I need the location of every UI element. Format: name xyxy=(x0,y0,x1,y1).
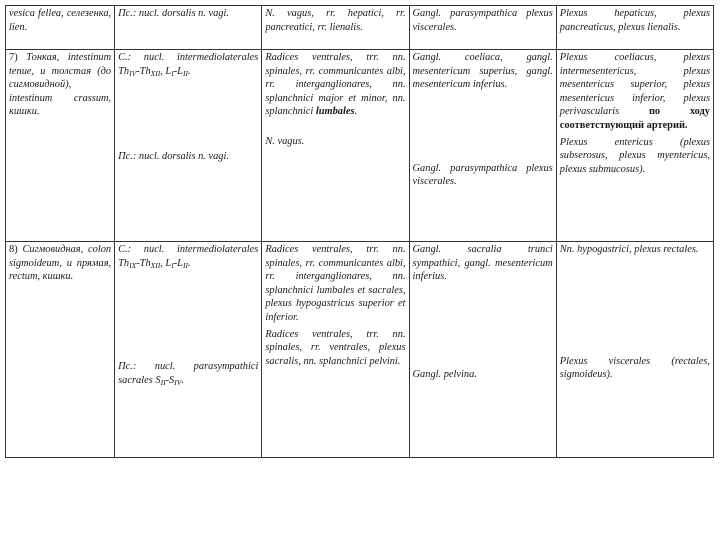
subscript: XII xyxy=(150,68,161,78)
fibers-bold: lumbales xyxy=(315,106,355,118)
spacer xyxy=(560,257,710,355)
plexus-cell xyxy=(556,6,713,50)
parasympathetic-segment-text: Пс.: nucl. dorsalis n. vagi. xyxy=(118,151,229,163)
plexus-cell xyxy=(556,50,713,242)
sympathetic-fibers-text: Radices ventrales, trr. nn. spinales, rr. communicantes albi, rr. interganglionares, nn. splanchnici lumbales et sacrales, plexus hypogastricus superior et inferior. xyxy=(265,244,406,323)
organ-cell xyxy=(6,242,115,458)
parasympathetic-ganglia-text: Gangl. pelvina. xyxy=(412,368,477,380)
sympathetic-ganglia-text: Gangl. coeliaca, gangl. mesentericum superius, gangl. mesentericum inferius. xyxy=(412,52,553,91)
segment-cell xyxy=(115,50,262,242)
segment-end: . xyxy=(181,374,184,386)
subscript: IV xyxy=(129,68,137,78)
organ-cell xyxy=(6,6,115,50)
segment-mid: -S xyxy=(165,374,175,386)
parasympathetic-segment-text xyxy=(118,360,258,389)
sympathetic-ganglia-text: Gangl. sacralia trunci sympathici, gangl. mesentericum inferius. xyxy=(412,244,553,283)
ganglia-cell xyxy=(409,6,556,50)
sympathetic-segment-text xyxy=(118,243,258,272)
sympathetic-segment-text xyxy=(118,51,258,80)
subscript: I xyxy=(171,260,174,270)
segment-mid: -L xyxy=(173,65,183,77)
spacer xyxy=(413,92,553,162)
organ-number: 8) xyxy=(9,244,18,255)
segment-mid: , L xyxy=(160,65,172,77)
ganglia-cell xyxy=(409,50,556,242)
table-row xyxy=(6,50,714,242)
subscript: II xyxy=(160,377,166,387)
fibers-end: . xyxy=(354,106,358,118)
sympathetic-plexus-text xyxy=(560,51,710,133)
organ-text: Тонкая, intestinum tenue, и толстая (до сигмовидной), intestinum crassum, кишки. xyxy=(9,52,112,118)
fibers-text: N. vagus, rr. hepatici, rr. pancreatici, rr. lienalis. xyxy=(265,8,406,33)
innervation-table xyxy=(5,5,714,458)
ganglia-cell xyxy=(409,242,556,458)
subscript: IV xyxy=(174,377,182,387)
parasympathetic-ganglia-text: Gangl. parasympathica plexus viscerales. xyxy=(412,162,553,188)
organ-number: 7) xyxy=(9,52,18,63)
fibers-cell xyxy=(262,50,409,242)
spacer xyxy=(413,284,553,368)
organ-text: Сигмовидная, colon sigmoideum, и прямая, rectum, кишки. xyxy=(9,244,112,283)
segment-prefix: С.: nucl. intermediolaterales Th xyxy=(118,52,259,77)
spacer xyxy=(118,272,258,360)
subscript: IX xyxy=(129,260,137,270)
table-row xyxy=(6,6,714,50)
ganglia-text: Gangl. parasympathica plexus viscerales. xyxy=(412,8,553,33)
segment-end: . xyxy=(187,65,191,77)
parasympathetic-fibers-text: Radices ventrales, trr. nn. spinales, rr. ventrales, plexus sacralis, nn. splanchnici pelvini. xyxy=(265,328,406,367)
plexus-main: Plexus coeliacus, plexus intermesentericus, plexus mesentericus superior, plexus mesentericus inferior, plexus perivascularis xyxy=(559,52,710,118)
sympathetic-fibers-text xyxy=(265,51,405,119)
segment-cell xyxy=(115,242,262,458)
fibers-main: Radices ventrales, trr. nn. spinales, rr. communicantes albi, rr. interganglionares, nn. splanchnici major et minor, nn. splanchnici xyxy=(265,52,406,118)
parasympathetic-plexus-text: Plexus entericus (plexus subserosus, plexus myentericus, plexus submucosus). xyxy=(559,136,710,175)
organ-text: vesica fellea, селезенка, lien. xyxy=(9,8,112,33)
subscript: XII xyxy=(150,260,161,270)
segment-prefix: С.: nucl. intermediolaterales Th xyxy=(118,244,259,269)
segment-prefix: Пс.: nucl. parasympathici sacrales S xyxy=(118,361,259,386)
parasympathetic-fibers-text: N. vagus. xyxy=(265,135,305,147)
subscript: II xyxy=(182,260,188,270)
plexus-text: Plexus hepaticus, plexus pancreaticus, plexus lienalis. xyxy=(559,8,710,33)
spacer xyxy=(265,119,405,135)
subscript: I xyxy=(171,68,174,78)
sympathetic-plexus-text: Nn. hypogastrici, plexus rectales. xyxy=(559,244,699,255)
segment-text: Пс.: nucl. dorsalis n. vagi. xyxy=(118,8,229,19)
table-row xyxy=(6,242,714,458)
segment-mid: -L xyxy=(173,257,183,269)
organ-cell xyxy=(6,50,115,242)
plexus-cell xyxy=(556,242,713,458)
parasympathetic-plexus-text: Plexus viscerales (rectales, sigmoideus). xyxy=(559,355,710,381)
segment-end: . xyxy=(187,257,191,269)
fibers-cell xyxy=(262,6,409,50)
segment-mid: , L xyxy=(160,257,172,269)
segment-mid: -Th xyxy=(136,65,151,77)
subscript: II xyxy=(182,68,188,78)
plexus-tail: по ходу соответствующий артерий. xyxy=(559,106,710,131)
segment-cell xyxy=(115,6,262,50)
fibers-cell xyxy=(262,242,409,458)
segment-mid: -Th xyxy=(136,257,151,269)
spacer xyxy=(118,80,258,150)
